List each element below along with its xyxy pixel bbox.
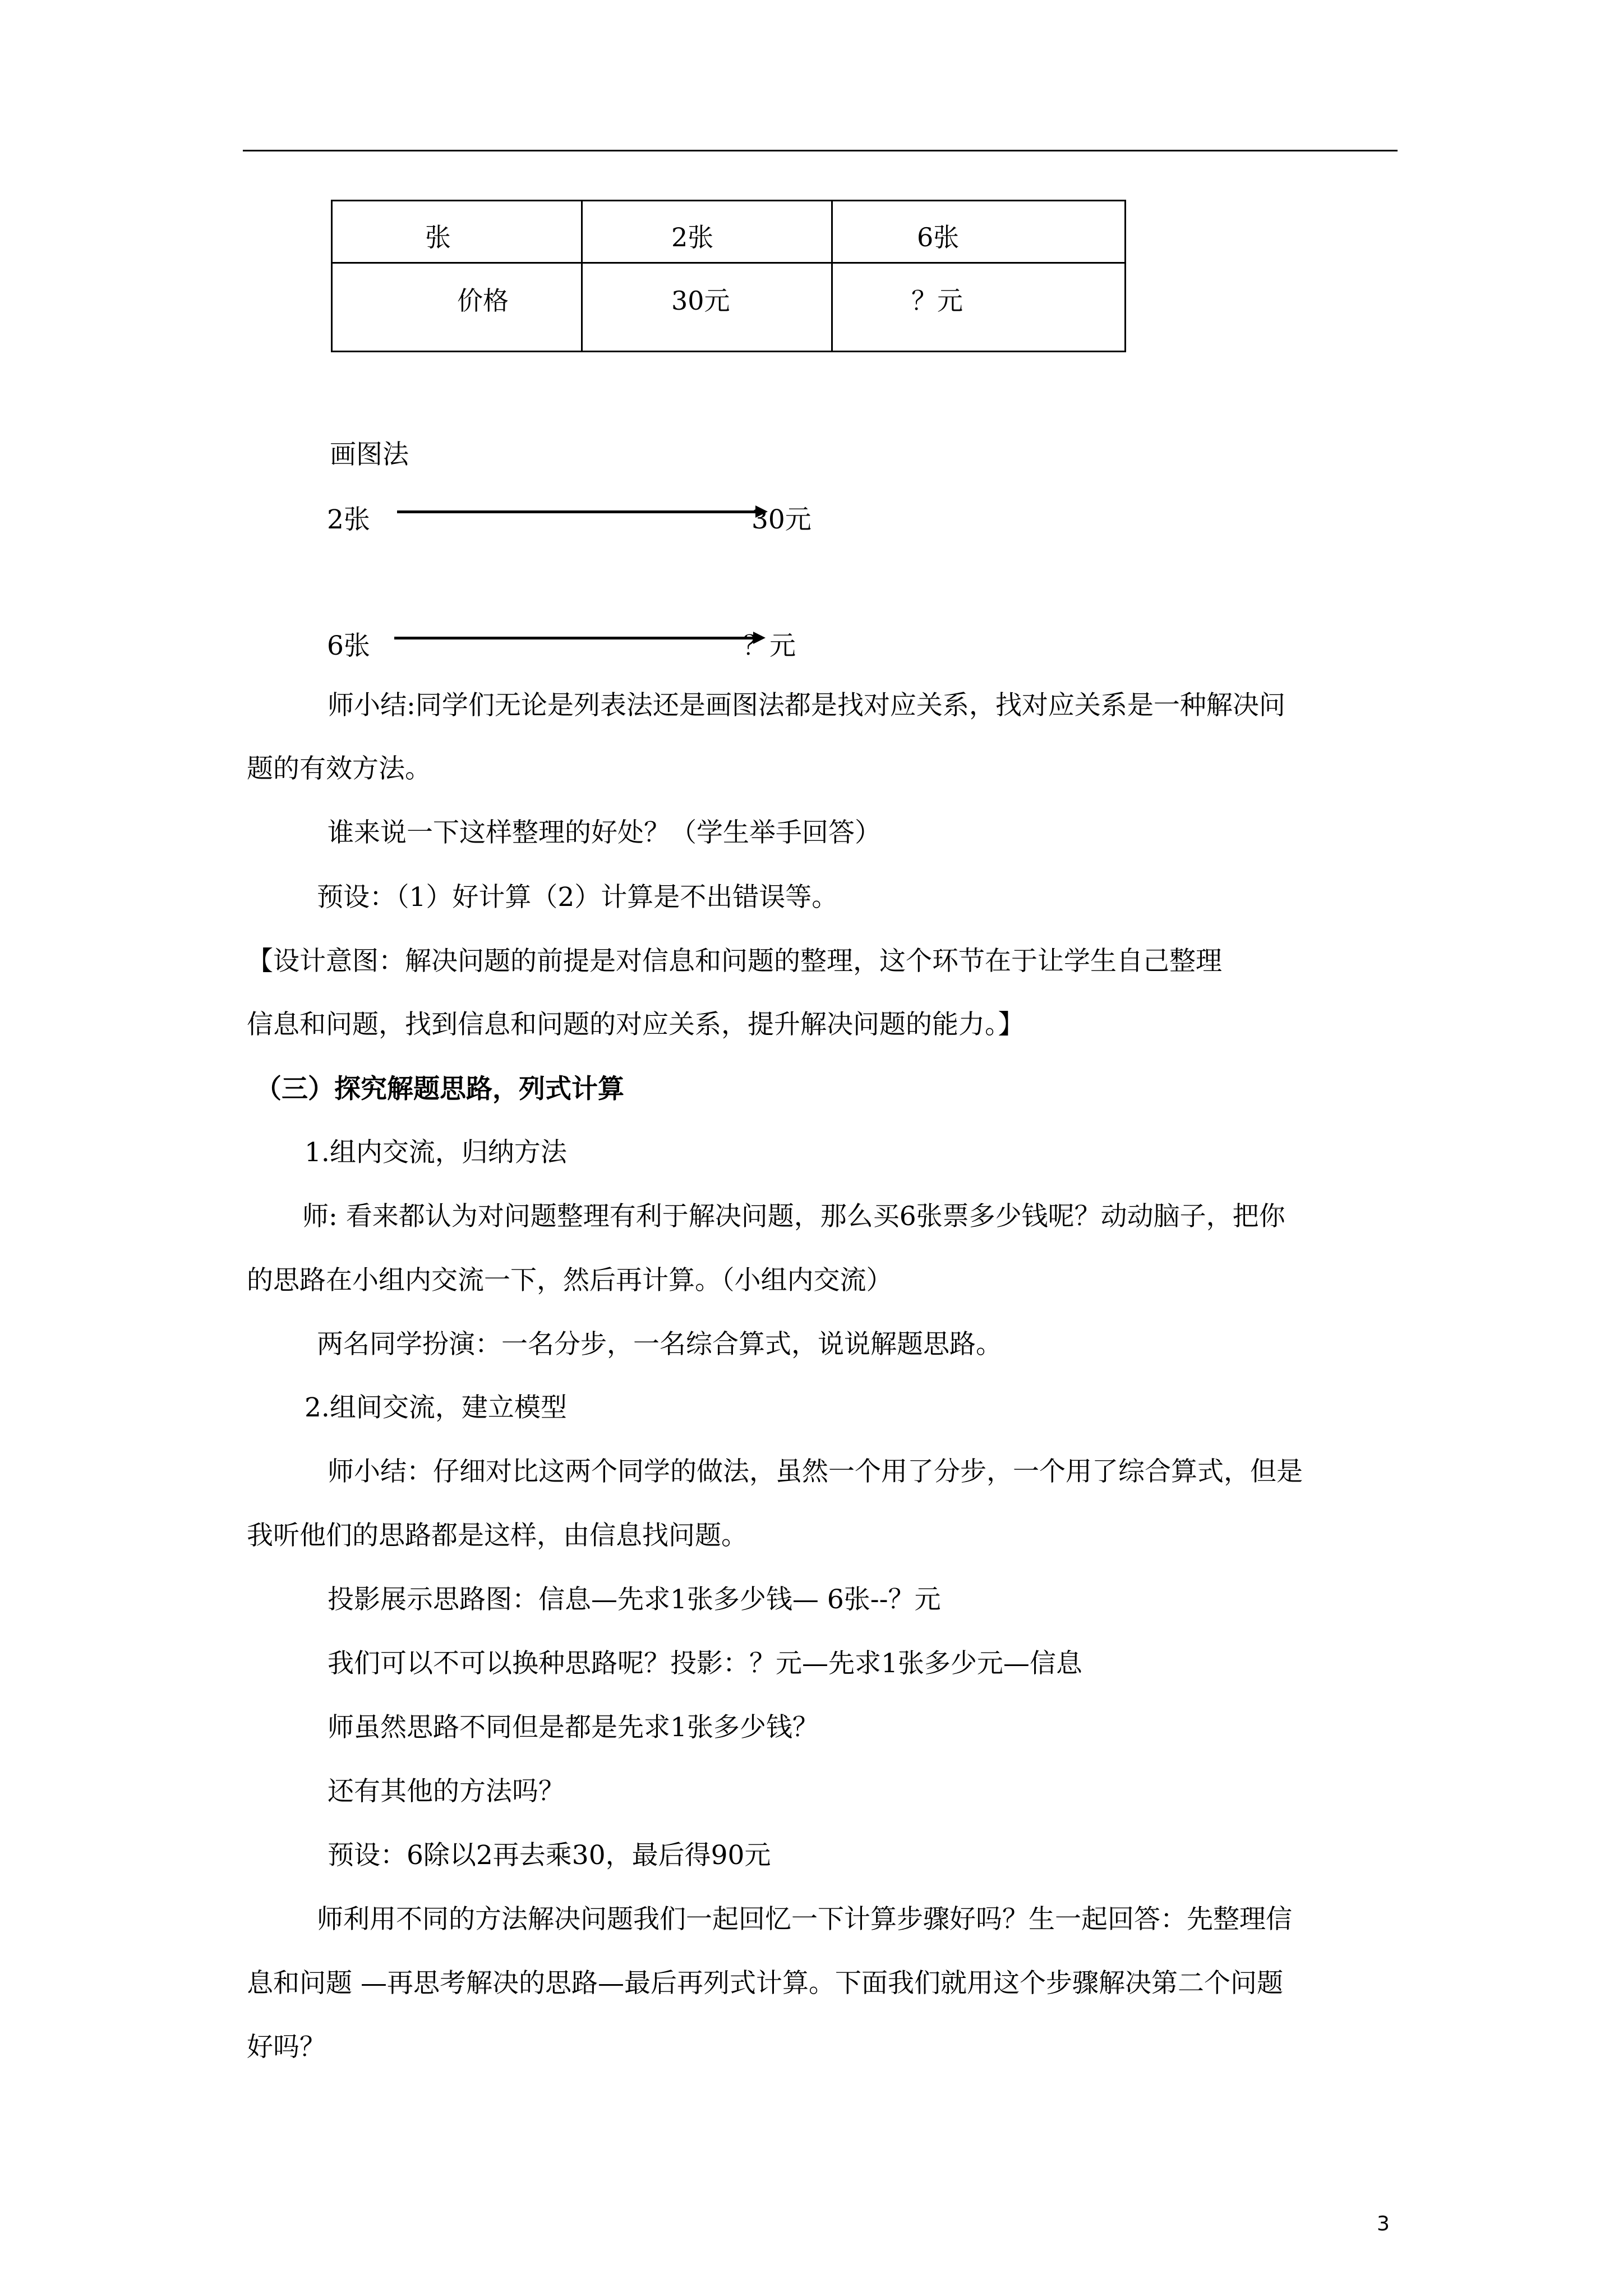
price-table — [331, 200, 1126, 352]
paragraph: 息和问题 —再思考解决的思路—最后再列式计算。下面我们就用这个步骤解决第二个问题 — [247, 1968, 1283, 1999]
table-row — [332, 263, 1126, 352]
section-heading: （三）探究解题思路，列式计算 — [255, 1074, 624, 1105]
paragraph: 师小结:同学们无论是列表法还是画图法都是找对应关系，找对应关系是一种解决问 — [328, 690, 1285, 721]
paragraph: 信息和问题，找到信息和问题的对应关系，提升解决问题的能力。】 — [247, 1009, 1025, 1040]
paragraph: 投影展示思路图：信息—先求1张多少钱— 6张--？元 — [328, 1584, 941, 1615]
table-cell: 30元 — [671, 286, 730, 316]
paragraph: 题的有效方法。 — [247, 753, 431, 784]
table-row — [332, 201, 1126, 263]
paragraph: 两名同学扮演：一名分步，一名综合算式，说说解题思路。 — [317, 1329, 1002, 1360]
table-cell: 价格 — [457, 286, 509, 316]
table-cell: ？元 — [911, 286, 963, 316]
paragraph: 还有其他的方法吗？ — [328, 1776, 565, 1807]
header-rule — [243, 150, 1398, 151]
paragraph: 【设计意图：解决问题的前提是对信息和问题的整理，这个环节在于让学生自己整理 — [247, 946, 1222, 977]
paragraph: 预设：6除以2再去乘30，最后得90元 — [328, 1840, 771, 1871]
paragraph: 师利用不同的方法解决问题我们一起回忆一下计算步骤好吗？生一起回答：先整理信 — [317, 1904, 1292, 1935]
paragraph: 谁来说一下这样整理的好处？（学生举手回答） — [328, 817, 881, 848]
paragraph: 师小结：仔细对比这两个同学的做法，虽然一个用了分步，一个用了综合算式，但是 — [328, 1456, 1303, 1487]
paragraph: 好吗？ — [247, 2032, 326, 2063]
table-cell: 张 — [425, 222, 451, 252]
paragraph: 的思路在小组内交流一下，然后再计算。（小组内交流） — [247, 1265, 893, 1296]
paragraph: 预设：（1）好计算（2）计算是不出错误等。 — [317, 882, 838, 913]
drawing-value-30: 30元 — [751, 504, 811, 535]
page-number: 3 — [1377, 2212, 1390, 2235]
paragraph: 师虽然思路不同但是都是先求1张多少钱？ — [328, 1712, 819, 1743]
paragraph: 我听他们的思路都是这样，由信息找问题。 — [247, 1520, 748, 1551]
paragraph: 师: 看来都认为对问题整理有利于解决问题，那么买6张票多少钱呢？动动脑子，把你 — [302, 1201, 1285, 1232]
subheading: 1.组内交流，归纳方法 — [305, 1137, 567, 1168]
drawing-label-6: 6张 — [327, 631, 370, 661]
arrow-icon — [397, 510, 759, 513]
subheading: 2.组间交流，建立模型 — [305, 1392, 567, 1423]
table-cell: 2张 — [671, 222, 714, 252]
drawing-label-2: 2张 — [327, 504, 370, 535]
drawing-title: 画图法 — [330, 439, 409, 470]
table-cell: 6张 — [917, 222, 960, 252]
arrow-icon — [394, 637, 757, 639]
paragraph: 我们可以不可以换种思路呢？投影：？元—先求1张多少元—信息 — [328, 1648, 1082, 1679]
drawing-value-unknown: ？元 — [743, 631, 796, 661]
